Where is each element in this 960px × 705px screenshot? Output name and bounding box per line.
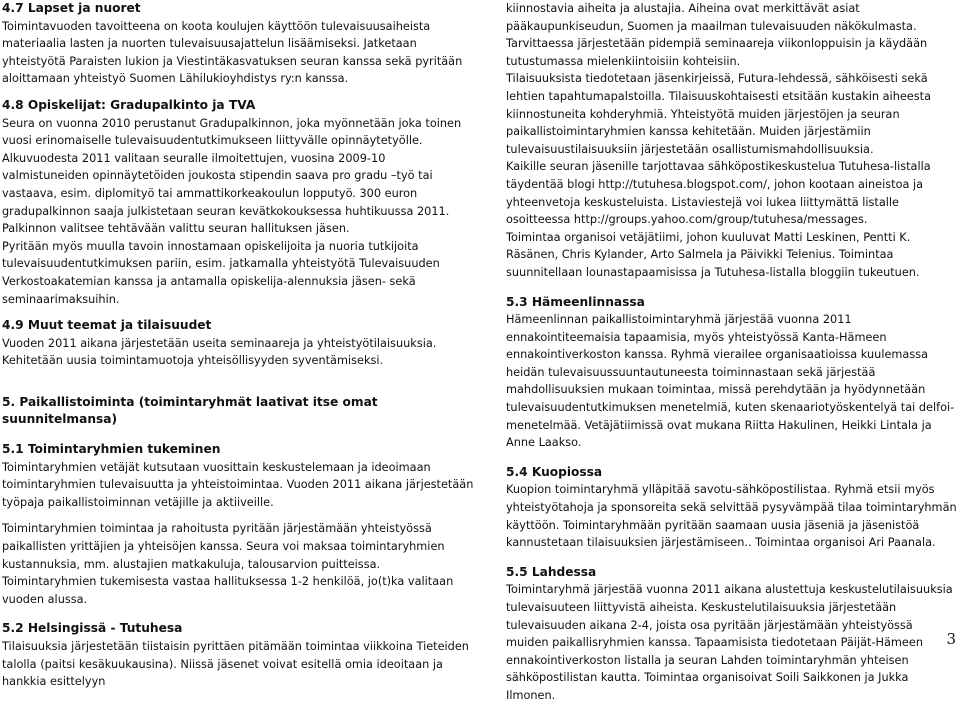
section-5-1-text-2: Toimintaryhmien toimintaa ja rahoitusta pyritään järjestämään yhteistyössä paikallisten yrittäjien ja yhteisöjen kanssa. Seura voi maksaa toimintaryhmien kustannuksia, mm. alustajien matkakuluja, talousarvion puitteissa. Toimintaryhmien tukemisesta vastaa hallituksessa 1-2 henkilöä, jo(t)ka valitaan vuoden alussa. [2,522,454,606]
section-5-2-continued-3: Kaikille seuran jäsenille tarjottavaa sähköpostikeskustelua Tutuhesa-listalla täydentää blogi http://tutuhesa.blogspot.com/, johon kootaan aineistoa ja yhteenvetoja keskusteluista. Listaviestejä voi lukea liittymättä listalle osoitteessa http://groups.yahoo.com/group/tutuhesa/messages. [506,160,931,227]
section-5-1-text-1: Toimintaryhmien vetäjät kutsutaan vuosittain keskustelemaan ja ideoimaan toimintaryhmien tulevaisuutta ja yhteistoimintaa. Vuoden 2011 aikana järjestetään työpaja paikallistoiminnan vetäjille ja aktiiveille. [2,460,474,509]
section-5-2-text: Tilaisuuksia järjestetään tiistaisin pyrittäen pitämään toimintaa viikkoina Tieteiden talolla (paitsi kesäkuukausina). Niissä jäsenet voivat esitellä omia ideoitaan ja hankkia esittelyyn [2,640,469,689]
section-5-1-heading: 5.1 Toimintaryhmien tukeminen [2,442,221,457]
section-5-4-heading: 5.4 Kuopiossa [506,464,603,479]
section-5-2-continued-1: kiinnostavia aiheita ja alustajia. Aiheina ovat merkittävät asiat pääkaupunkiseudun, Suomen ja maailman tulevaisuuden näkökulmasta. Tarvittaessa järjestetään pidempiä seminaareja viikonloppuisin ja käydään tutustumassa mielenkiintoisiin kohteisiin. [506,2,928,68]
left-column [2,0,474,691]
section-4-9-text: Vuoden 2011 aikana järjestetään useita seminaareja ja yhteistyötilaisuuksia. Kehitetään uusia toimintamuotoja yhteisöllisyyden syventämiseksi. [2,336,437,368]
section-4-8-text-2: Pyritään myös muulla tavoin innostamaan opiskelijoita ja nuoria tutkijoita tulevaisuudentutkimuksen pariin, esim. jatkamalla yhteistyötä Tulevaisuuden Verkostoakatemian kanssa ja antamalla opiskelija-alennuksia jäsen- sekä seminaarimaksuihin. [2,239,440,306]
page-number: 3 [946,630,956,648]
section-4-8-text-1: Seura on vuonna 2010 perustanut Gradupalkinnon, joka myönnetään joka toinen vuosi erinomaiselle tulevaisuudentutkimukseen liittyvälle opinnäytetyölle. Alkuvuodesta 2011 valitaan seuralle ilmoitettujen, vuosina 2009-10 valmistuneiden opinnäytetöiden joukosta stipendin saava pro gradu –työ tai vastaava, esim. diplomityö tai ammattikorkeakoulun lopputyö. 300 euron gradupalkinnon saaja julkistetaan seuran kevätkokouksessa huhtikuussa 2011. Palkinnon valitsee tehtävään valittu seuran hallituksen jäsen. [2,116,462,236]
section-5-2-continued-2: Tilaisuuksista tiedotetaan jäsenkirjeissä, Futura-lehdessä, sähköisesti sekä lehtien tapahtumapalstoilla. Tilaisuuskohtaisesti etsitään kustakin aiheesta kiinnostuneita kohderyhmiä. Yhteistyötä muiden järjestöjen ja seuran paikallistoimintaryhmien kanssa kehitetään. Muiden järjestämiin tulevaisuustilaisuuksiin järjestetään osallistumismahdollisuuksia. [506,72,931,156]
section-4-7-heading: 4.7 Lapset ja nuoret [2,1,141,15]
section-5-2-heading: 5.2 Helsingissä - Tutuhesa [2,621,183,636]
section-5-4-text: Kuopion toimintaryhmä ylläpitää savotu-sähköpostilistaa. Ryhmä etsii myös yhteistyötahoja ja sponsoreita sekä selvittää pysyvämpää tilaa toimintaryhmän käyttöön. Toimintaryhmään pyritään saamaan uusia jäseniä ja jäsenistöä kannustetaan tilaisuuksien järjestämiseen.. Toimintaa organisoi Ari Paanala. [506,483,957,550]
right-column [506,0,958,705]
section-5-2-continued-4: Toimintaa organisoi vetäjätiimi, johon kuuluvat Matti Leskinen, Pentti K. Räsänen, Chris Kylander, Arto Salmela ja Päivikki Telenius. Toimintaa suunnitellaan lounastapaamisissa ja Tutuhesa-listalla bloggiin tukeutuen. [506,230,920,279]
section-5-5-heading: 5.5 Lahdessa [506,564,597,579]
section-4-9-heading: 4.9 Muut teemat ja tilaisuudet [2,318,212,333]
section-4-7-text: Toimintavuoden tavoitteena on koota koulujen käyttöön tulevaisuusaiheista materiaalia lasten ja nuorten tulevaisuusajattelun lisäämiseksi. Jatketaan yhteistyötä Paraisten lukion ja Viestintäkasvatuksen seuran kanssa sekä pyritään aloittamaan yhteistyö Suomen Lähilukioyhdistys ry:n kanssa. [2,19,463,86]
section-5-3-text: Hämeenlinnan paikallistoimintaryhmä järjestää vuonna 2011 ennakointiteemaisia tapaamisia, myös yhteistyössä Kanta-Hämeen ennakointiverkoston kanssa. Ryhmä vierailee organisaatioissa kuulemassa heidän tulevaisuussuuntautuneesta toiminnastaan sekä järjestää mahdollisuuksien mukaan toimintaa, missä perehdytään ja hyödynnetään tulevaisuudentutkimuksen menetelmiä, kuten skenaariotyöskentelyä tai delfoi-menetelmää. Vetäjätiimissä ovat mukana Riitta Hakulinen, Heikki Lintala ja Anne Laakso. [506,313,955,450]
section-5-heading: 5. Paikallistoiminta (toimintaryhmät laativat itse omat suunnitelmansa) [2,394,378,427]
section-5-5-text: Toimintaryhmä järjestää vuonna 2011 aikana alustettuja keskustelutilaisuuksia tulevaisuuteen liittyvistä aiheista. Keskustelutilaisuuksia järjestetään tulevaisuuden aikana 2-4, joista osa pyritään järjestämään yhteistyössä muiden paikallisryhmien kanssa. Tapaamisista tiedotetaan Päijät-Hämeen ennakointiverkoston listalla ja seuran Lahden toimintaryhmän yhteisen sähköpostilistan kautta. Toimintaa organisoivat Soili Saikkonen ja Jukka Ilmonen. [506,583,953,702]
section-4-8-heading: 4.8 Opiskelijat: Gradupalkinto ja TVA [2,97,256,112]
section-5-3-heading: 5.3 Hämeenlinnassa [506,294,645,309]
